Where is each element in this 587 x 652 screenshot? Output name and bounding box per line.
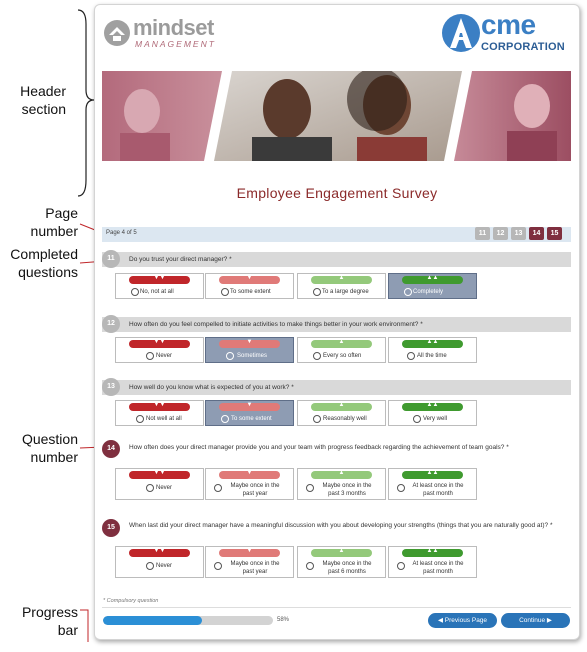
thumbs-up-icon: ▲▲: [426, 402, 439, 408]
radio-button[interactable]: [413, 415, 421, 423]
acme-logo: [441, 9, 573, 57]
compulsory-footnote: * Compulsory question: [103, 598, 159, 604]
option-never[interactable]: [115, 337, 204, 363]
radio-button[interactable]: [214, 562, 222, 570]
footer-divider: [102, 607, 571, 608]
question-text: When last did your direct manager have a meaningful discussion with you about developing your strengths (things that you are naturally good at)? *: [129, 522, 553, 529]
thumbs-up-icon: ▲: [338, 339, 345, 345]
chevron-right-icon: ▶: [546, 617, 552, 624]
banner-photo: [102, 71, 571, 161]
option-rating-bar: [402, 549, 463, 557]
header-brace: [78, 10, 94, 196]
option-label: Not well at all: [146, 416, 182, 422]
question-text: How well do you know what is expected of you at work? *: [129, 384, 294, 391]
page-button-12[interactable]: [493, 227, 508, 240]
question-text: How often does your direct manager provide you and your team with progress feedback regarding the achievement of team goals? *: [129, 444, 509, 451]
progress-line: [80, 610, 88, 642]
survey-title: Employee Engagement Survey: [236, 185, 438, 201]
annotation-completed-text: Completed questions: [10, 246, 78, 280]
question-number-badge: 11: [102, 250, 120, 268]
option-label: At least once in the past month: [412, 483, 464, 497]
option-label: Reasonably well: [323, 416, 367, 422]
radio-button[interactable]: [146, 562, 154, 570]
page-indicator-text: Page 4 of 5: [106, 230, 137, 236]
option-label: Never: [156, 485, 173, 491]
progress-percent: 58%: [277, 617, 290, 623]
question-number-badge: 15: [102, 519, 120, 537]
thumbs-up-icon: ▲: [338, 402, 345, 408]
radio-button[interactable]: [306, 562, 314, 570]
survey-card: [94, 4, 580, 640]
radio-button[interactable]: [313, 415, 321, 423]
option-rating-bar: [402, 276, 463, 284]
thumbs-down-icon: ▼▼: [153, 470, 166, 476]
radio-button[interactable]: [146, 352, 154, 360]
option-very-well[interactable]: [388, 400, 477, 426]
option-rating-bar: [311, 340, 372, 348]
option-label: To some extent: [230, 289, 271, 295]
option-never[interactable]: [115, 546, 204, 578]
option-past-month[interactable]: [388, 546, 477, 578]
option-past-year[interactable]: [205, 546, 294, 578]
chevron-left-icon: ◀: [437, 617, 443, 624]
option-label: Never: [156, 563, 173, 569]
option-sometimes[interactable]: [205, 337, 294, 363]
question-number-badge: 13: [102, 378, 120, 396]
thumbs-up-icon: ▲▲: [426, 470, 439, 476]
page-button-15[interactable]: [547, 227, 562, 240]
page-button-14-label: 14: [532, 230, 541, 237]
mindset-logo: [103, 15, 223, 53]
option-rating-bar: [402, 340, 463, 348]
option-rating-bar: [219, 403, 280, 411]
thumbs-down-icon: ▼: [246, 402, 253, 408]
radio-button[interactable]: [306, 484, 314, 492]
option-not-well-at-all[interactable]: [115, 400, 204, 426]
radio-button[interactable]: [136, 415, 144, 423]
question-number-badge: 12: [102, 315, 120, 333]
option-rating-bar: [311, 549, 372, 557]
option-past-3-months[interactable]: [297, 468, 386, 500]
option-label: To a large degree: [322, 289, 369, 295]
radio-button[interactable]: [146, 484, 154, 492]
option-completely[interactable]: [388, 273, 477, 299]
thumbs-up-icon: ▲▲: [426, 339, 439, 345]
acme-logo-subtext: CORPORATION: [481, 41, 565, 53]
option-label: Maybe once in the past 3 months: [322, 483, 372, 497]
question-number-badge: 14: [102, 440, 120, 458]
thumbs-up-icon: ▲▲: [426, 548, 439, 554]
radio-button[interactable]: [313, 288, 321, 296]
option-rating-bar: [129, 471, 190, 479]
option-reasonably-well[interactable]: [297, 400, 386, 426]
option-label: Very well: [423, 416, 448, 422]
thumbs-down-icon: ▼▼: [153, 402, 166, 408]
option-label: Every so often: [323, 353, 362, 359]
radio-button[interactable]: [214, 484, 222, 492]
option-label: Maybe once in the past year: [230, 483, 280, 497]
option-label: Maybe once in the past 6 months: [322, 561, 372, 575]
page-button-12-label: 12: [496, 230, 505, 237]
option-no-not-at-all[interactable]: [115, 273, 204, 299]
acme-logo-icon: [441, 13, 481, 53]
question-text: How often do you feel compelled to initiate activities to make things better in your work environment? *: [129, 321, 423, 328]
annotation-progress-text: Progress bar: [21, 604, 78, 638]
option-to-some-extent[interactable]: [205, 400, 294, 426]
option-rating-bar: [311, 276, 372, 284]
thumbs-down-icon: ▼: [246, 548, 253, 554]
mindset-logo-icon: [103, 19, 131, 47]
option-label: Completely: [413, 289, 444, 295]
option-label: No, not at all: [140, 289, 174, 295]
option-past-month[interactable]: [388, 468, 477, 500]
radio-button[interactable]: [407, 352, 415, 360]
option-never[interactable]: [115, 468, 204, 500]
thumbs-down-icon: ▼: [246, 470, 253, 476]
option-past-year[interactable]: [205, 468, 294, 500]
radio-button[interactable]: [397, 562, 405, 570]
radio-button[interactable]: [221, 288, 229, 296]
option-rating-bar: [402, 471, 463, 479]
radio-checked-icon[interactable]: [404, 288, 412, 296]
page-indicator-bar: [102, 227, 571, 242]
mindset-logo-subtext: MANAGEMENT: [135, 39, 216, 49]
page-button-14[interactable]: [529, 227, 544, 240]
option-rating-bar: [129, 276, 190, 284]
option-label: To some extent: [231, 416, 272, 422]
thumbs-down-icon: ▼▼: [153, 339, 166, 345]
annotation-header-text: Header section: [20, 83, 66, 117]
previous-page-label: Previous Page: [444, 617, 488, 624]
option-rating-bar: [219, 276, 280, 284]
option-label: Sometimes: [237, 353, 268, 359]
thumbs-up-icon: ▲: [338, 470, 345, 476]
progress-bar: [103, 616, 273, 625]
annotation-question-number-text: Question number: [21, 431, 78, 465]
thumbs-up-icon: ▲: [338, 275, 345, 281]
option-every-so-often[interactable]: [297, 337, 386, 363]
radio-button[interactable]: [313, 352, 321, 360]
option-rating-bar: [129, 549, 190, 557]
thumbs-down-icon: ▼: [246, 275, 253, 281]
option-label: Maybe once in the past year: [230, 561, 280, 575]
radio-button[interactable]: [131, 288, 139, 296]
option-rating-bar: [219, 340, 280, 348]
thumbs-down-icon: ▼▼: [153, 548, 166, 554]
radio-checked-icon[interactable]: [221, 415, 229, 423]
option-rating-bar: [219, 549, 280, 557]
continue-button[interactable]: [501, 613, 570, 628]
option-to-some-extent[interactable]: [205, 273, 294, 299]
page-button-13[interactable]: [511, 227, 526, 240]
option-rating-bar: [402, 403, 463, 411]
acme-logo-text: cme: [481, 9, 536, 40]
option-rating-bar: [129, 340, 190, 348]
thumbs-down-icon: ▼▼: [153, 275, 166, 281]
page-button-13-label: 13: [514, 230, 523, 237]
mindset-logo-text: mindset: [133, 15, 214, 40]
option-label: At least once in the past month: [412, 561, 464, 575]
option-label: All the time: [417, 353, 447, 359]
progress-bar-fill: [103, 616, 202, 625]
option-rating-bar: [129, 403, 190, 411]
continue-label: Continue: [519, 617, 546, 624]
radio-button[interactable]: [397, 484, 405, 492]
annotation-page-number-text: Page number: [30, 205, 78, 239]
option-rating-bar: [311, 471, 372, 479]
page-button-11-label: 11: [478, 230, 487, 237]
option-past-6-months[interactable]: [297, 546, 386, 578]
thumbs-up-icon: ▲: [338, 548, 345, 554]
thumbs-down-icon: ▼: [246, 339, 253, 345]
option-rating-bar: [311, 403, 372, 411]
option-to-a-large-degree[interactable]: [297, 273, 386, 299]
header-banner-image: [102, 71, 571, 161]
previous-page-button[interactable]: [428, 613, 497, 628]
radio-checked-icon[interactable]: [226, 352, 234, 360]
option-rating-bar: [219, 471, 280, 479]
page-button-11[interactable]: [475, 227, 490, 240]
option-all-the-time[interactable]: [388, 337, 477, 363]
page-button-15-label: 15: [550, 230, 559, 237]
option-label: Never: [156, 353, 173, 359]
thumbs-up-icon: ▲▲: [426, 275, 439, 281]
question-text: Do you trust your direct manager? *: [129, 256, 232, 263]
